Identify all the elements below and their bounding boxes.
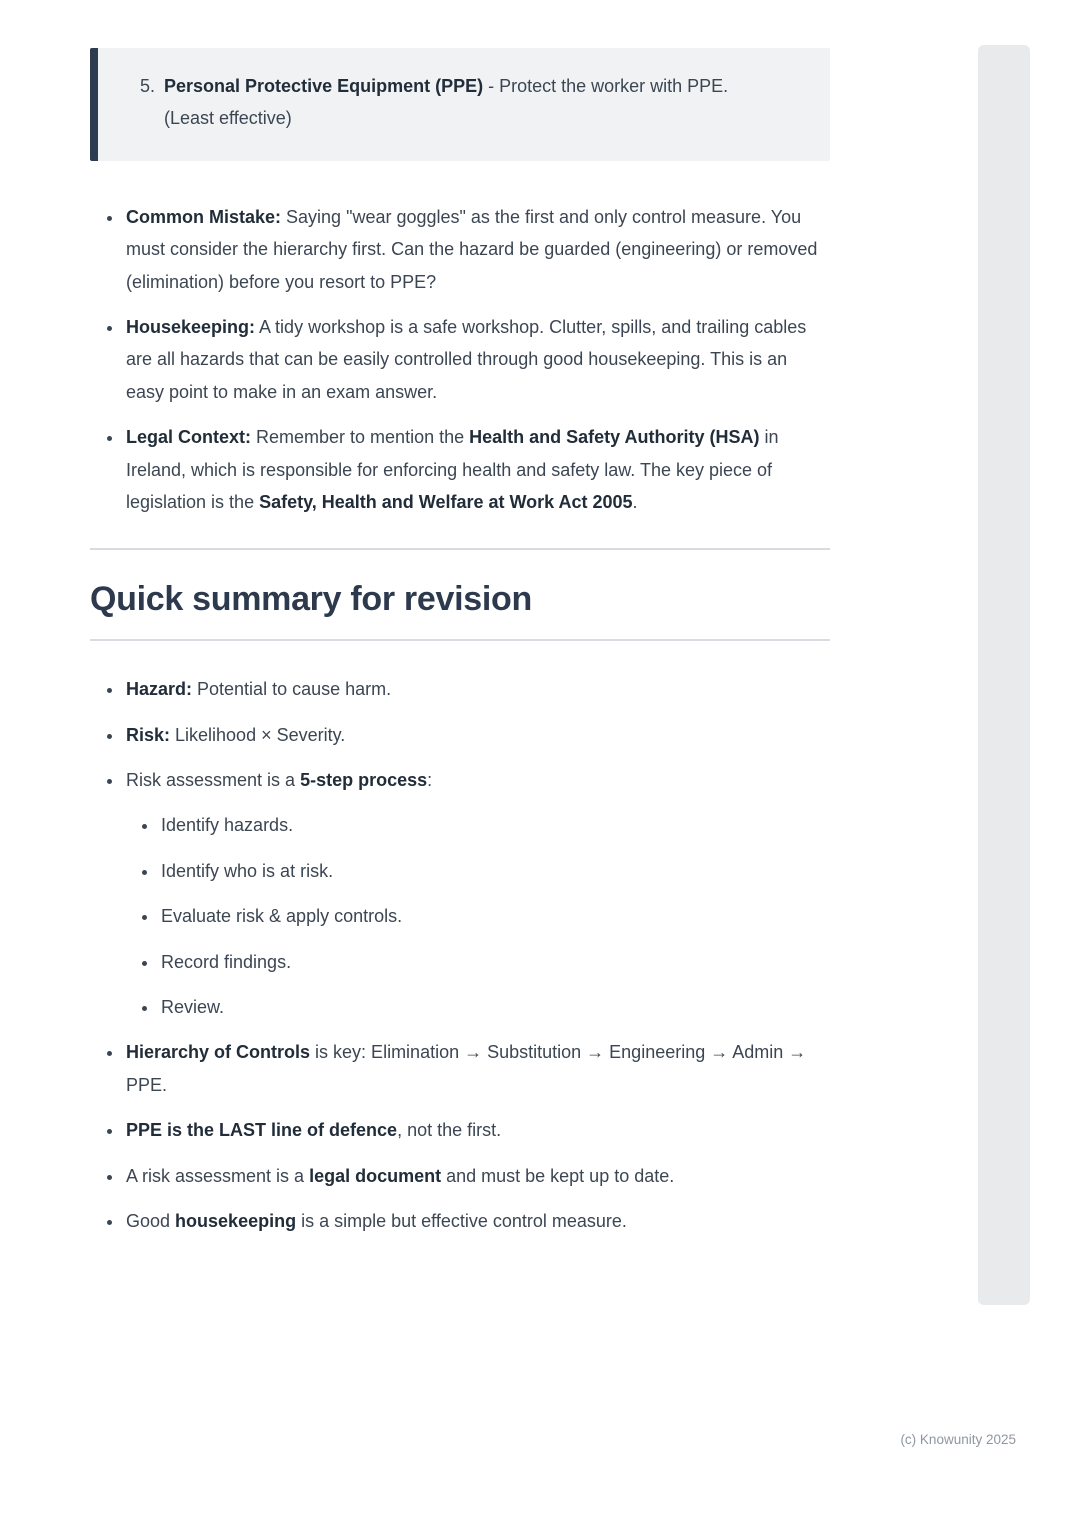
list-item-text	[126, 725, 345, 745]
list-item	[124, 1205, 830, 1237]
nested-list-item	[159, 855, 830, 887]
text-segment: Saying "wear goggles" as the first and only control measure. You must consider the hierarchy first. Can the hazard be guarded (engineering) or removed (elimination) before you resort to PPE?	[126, 206, 818, 292]
bold-text-segment: legal document	[309, 1165, 442, 1186]
nested-list-item-text: Identify hazards.	[161, 815, 294, 836]
list-item-text	[126, 1166, 674, 1186]
scrollbar-thumb[interactable]	[978, 45, 1030, 1305]
list-item	[124, 673, 830, 705]
list-item	[124, 1114, 830, 1146]
bold-text-segment: Safety, Health and Welfare at Work Act 2005	[259, 491, 633, 512]
bold-text-segment: Housekeeping:	[126, 316, 256, 337]
bold-text-segment: 5-step process	[300, 770, 428, 791]
list-item-text	[126, 207, 817, 292]
text-segment: .	[632, 491, 638, 512]
callout-block	[90, 48, 830, 161]
list-item-text	[126, 1211, 627, 1231]
nested-list-item-text: Evaluate risk & apply controls.	[161, 906, 403, 927]
text-segment: Good	[126, 1210, 176, 1231]
callout-numbered-item	[140, 70, 782, 135]
section-divider	[90, 548, 830, 550]
list-item-text	[126, 427, 779, 512]
text-segment: is a simple but effective control measure.	[296, 1210, 627, 1231]
text-segment: A tidy workshop is a safe workshop. Clutter, spills, and trailing cables are all hazards that can be easily controlled through good housekeeping. This is an easy point to make in an exam answer.	[126, 316, 807, 402]
text-segment: Potential to cause harm.	[192, 679, 392, 700]
bold-text-segment: Health and Safety Authority (HSA)	[469, 427, 760, 448]
list-item-text	[126, 1120, 501, 1140]
list-item	[124, 1160, 830, 1192]
text-segment: Likelihood × Severity.	[170, 724, 346, 745]
text-segment: Risk assessment is a	[126, 770, 301, 791]
summary-list	[90, 673, 830, 1237]
bold-text-segment: Hazard:	[126, 679, 193, 700]
list-item	[124, 1036, 830, 1101]
nested-list-item	[159, 809, 830, 841]
section-heading: Quick summary for revision	[90, 580, 830, 641]
bold-text-segment: Hierarchy of Controls	[126, 1042, 311, 1063]
list-item-text	[126, 1042, 806, 1094]
list-item	[124, 764, 830, 1023]
list-item-text	[126, 770, 432, 790]
bold-text-segment: Legal Context:	[126, 427, 252, 448]
page-content	[90, 48, 830, 1250]
list-item	[124, 421, 830, 518]
callout-text	[164, 70, 782, 135]
text-segment: A risk assessment is a	[126, 1165, 310, 1186]
text-segment: , not the first.	[397, 1120, 502, 1141]
nested-list-item-text: Identify who is at risk.	[161, 860, 334, 881]
list-item	[124, 311, 830, 408]
nested-list	[126, 809, 830, 1023]
text-segment: and must be kept up to date.	[441, 1165, 675, 1186]
text-segment: - Protect the worker with PPE. (Least effective)	[164, 76, 729, 129]
nested-list-item	[159, 900, 830, 932]
text-segment: is key: Elimination → Substitution → Engineering → Admin → PPE.	[126, 1042, 807, 1095]
bold-text-segment: Risk:	[126, 724, 171, 745]
nested-list-item-text: Record findings.	[161, 951, 292, 972]
text-segment: :	[427, 770, 433, 791]
list-item-text	[126, 317, 806, 402]
list-item	[124, 201, 830, 298]
bold-text-segment: Personal Protective Equipment (PPE)	[164, 76, 484, 96]
list-item	[124, 719, 830, 751]
bold-text-segment: housekeeping	[175, 1210, 297, 1231]
nested-list-item	[159, 946, 830, 978]
copyright-text: (c) Knowunity 2025	[900, 1432, 1016, 1447]
text-segment: Remember to mention the	[251, 427, 470, 448]
nested-list-item-text: Review.	[161, 997, 225, 1018]
list-item-text	[126, 679, 391, 699]
nested-list-item	[159, 991, 830, 1023]
callout-list-number: 5.	[140, 76, 156, 96]
tips-list	[90, 201, 830, 519]
text-segment: in Ireland, which is responsible for enforcing health and safety law. The key piece of legislation is the	[126, 427, 779, 512]
bold-text-segment: Common Mistake:	[126, 206, 282, 227]
bold-text-segment: PPE is the LAST line of defence	[126, 1120, 398, 1141]
